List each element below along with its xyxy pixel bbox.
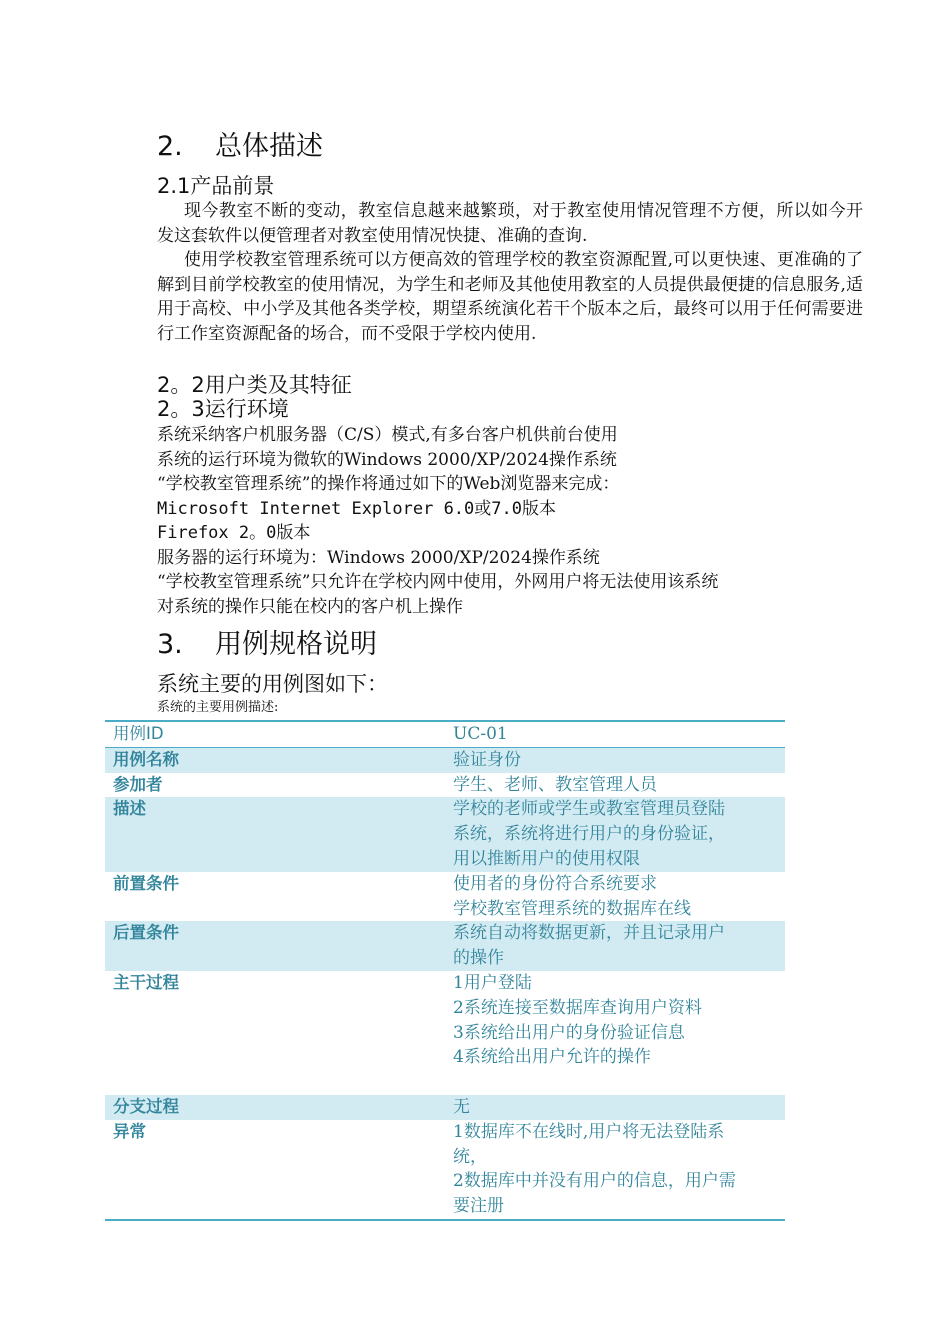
usecase-field-value-line: 学生、老师、教室管理人员 (453, 774, 657, 795)
section-3-number: 3. (157, 629, 183, 660)
usecase-field-value-line: 使用者的身份符合系统要求 (453, 873, 657, 894)
env-line: 系统采纳客户机服务器（C/S）模式,有多台客户机供前台使用 (157, 425, 618, 445)
env-line: 对系统的操作只能在校内的客户机上操作 (157, 596, 463, 617)
subsection-2-3-heading: 2。3运行环境 (157, 397, 289, 421)
usecase-field-value-line: 学校教室管理系统的数据库在线 (453, 898, 691, 919)
usecase-field-value-line: 1用户登陆 (453, 972, 532, 993)
env-line: 系统的运行环境为微软的Windows 2000/XP/2024操作系统 (157, 449, 617, 470)
usecase-table-row (105, 921, 785, 971)
section-3-heading (157, 628, 377, 662)
usecase-table-row (105, 1095, 785, 1120)
usecase-field-value-line (453, 1070, 777, 1095)
usecase-field-value-line: 2系统连接至数据库查询用户资料 (453, 997, 702, 1018)
usecase-field-value-line: 要注册 (453, 1196, 504, 1217)
paragraph-product-background-2: 使用学校教室管理系统可以方便高效的管理学校的教室资源配置,可以更快速、更准确的了解到目前学校教室的使用情况，为学生和老师及其他使用教室的人员提供最便捷的信息服务,适用于高校、中小学及其他各类学校，期望系统演化若干个版本之后，最终可以用于任何需要进行工作室资源配备的场合，而不受限于学校内使用. (157, 250, 863, 344)
usecase-field-label: 后置条件 (105, 921, 445, 971)
env-line: 服务器的运行环境为：Windows 2000/XP/2024操作系统 (157, 547, 600, 568)
usecase-field-value-line: 学校的老师或学生或教室管理员登陆 (453, 799, 725, 820)
usecase-table-row (105, 872, 785, 922)
usecase-field-value (445, 872, 785, 922)
usecase-field-value-line: 无 (453, 1096, 470, 1117)
usecase-field-value (445, 1120, 785, 1220)
usecase-field-value-line: 系统，系统将进行用户的身份验证， (453, 824, 725, 845)
usecase-field-value-line: 验证身份 (453, 749, 521, 770)
usecase-field-value-line: 统， (453, 1146, 487, 1167)
usecase-table-row (105, 1120, 785, 1220)
section-2-title: 总体描述 (215, 131, 323, 162)
usecase-field-value-line: 3系统给出用户的身份验证信息 (453, 1022, 685, 1043)
usecase-field-label: 描述 (105, 797, 445, 871)
usecase-field-value (445, 773, 785, 798)
usecase-field-value (445, 921, 785, 971)
usecase-table (105, 720, 785, 1221)
usecase-description-caption: 系统的主要用例描述: (157, 700, 279, 715)
usecase-field-label: 主干过程 (113, 972, 179, 992)
env-line: “学校教室管理系统”只允许在学校内网中使用，外网用户将无法使用该系统 (157, 572, 719, 592)
usecase-diagram-intro: 系统主要的用例图如下： (157, 672, 388, 696)
usecase-field-value-line: 4系统给出用户允许的操作 (453, 1047, 651, 1068)
usecase-field-value-line: 1数据库不在线时,用户将无法登陆系 (453, 1121, 725, 1142)
usecase-field-value (445, 797, 785, 871)
subsection-2-2-heading: 2。2用户类及其特征 (157, 373, 352, 397)
env-line: “学校教室管理系统”的操作将通过如下的Web浏览器来完成： (157, 474, 620, 494)
usecase-table-row (105, 747, 785, 772)
usecase-table-header-row (105, 721, 785, 747)
usecase-field-value (445, 1095, 785, 1120)
usecase-id-value: UC-01 (445, 721, 785, 747)
section-2-number: 2. (157, 131, 183, 162)
usecase-field-value (445, 971, 785, 1095)
usecase-field-value-line: 用以推断用户的使用权限 (453, 848, 640, 869)
paragraph-product-background-1: 现今教室不断的变动，教室信息越来越繁琐，对于教室使用情况管理不方便，所以如今开发这套软件以便管理者对教室使用情况快捷、准确的查询. (157, 201, 863, 246)
usecase-id-label: 用例ID (105, 721, 445, 747)
usecase-table-row (105, 773, 785, 798)
usecase-field-value-line: 系统自动将数据更新，并且记录用户 (453, 923, 725, 944)
usecase-table-row (105, 797, 785, 871)
env-line: Microsoft Internet Explorer 6.0或7.0版本 (157, 498, 556, 519)
subsection-2-1-heading: 2.1产品前景 (157, 174, 275, 198)
usecase-field-value (445, 747, 785, 772)
env-line: Firefox 2。0版本 (157, 523, 311, 543)
usecase-field-label: 异常 (113, 1121, 146, 1141)
usecase-field-label: 分支过程 (105, 1095, 445, 1120)
section-2-heading (157, 130, 323, 164)
usecase-field-value-line: 的操作 (453, 948, 504, 969)
usecase-field-label: 用例名称 (105, 747, 445, 772)
section-3-title: 用例规格说明 (215, 629, 377, 660)
usecase-field-value-line: 2数据库中并没有用户的信息，用户需 (453, 1171, 736, 1192)
usecase-field-label: 前置条件 (113, 873, 179, 893)
usecase-field-label: 参加者 (113, 774, 163, 794)
usecase-table-row (105, 971, 785, 1095)
